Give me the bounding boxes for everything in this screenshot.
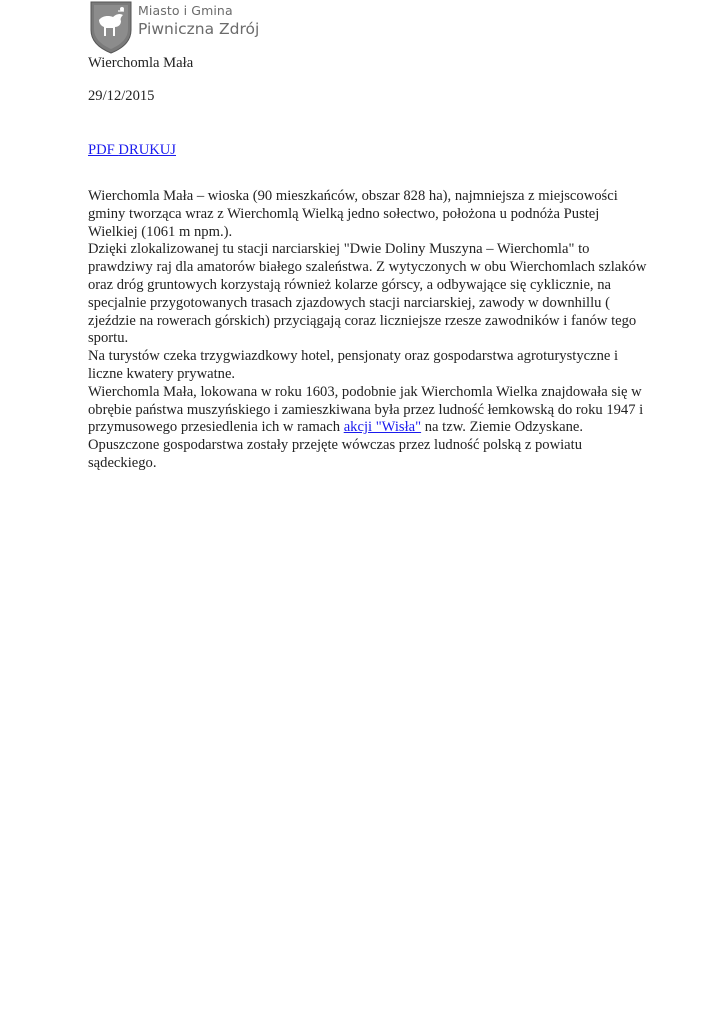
article-paragraph-1: Wierchomla Mała – wioska (90 mieszkańców, obszar 828 ha), najmniejsza z miejscowości gminy tworząca wraz z Wierchomlą Wielką jedno sołectwo, położona u podnóża Pustej Wielkiej (1061 m npm.). bbox=[88, 188, 618, 240]
article-paragraph-3: Na turystów czeka trzygwiazdkowy hotel, pensjonaty oraz gospodarstwa agroturystyczne i liczne kwatery prywatne. bbox=[88, 348, 619, 382]
logo-text bbox=[138, 4, 259, 39]
article-paragraph-2: Dzięki zlokalizowanej tu stacji narciarskiej "Dwie Doliny Muszyna – Wierchomla" to prawdziwy raj dla amatorów białego szaleństwa. Z wytyczonych w obu Wierchomlach szlaków oraz dróg gruntowych korzystają również kolarze górscy, a odbywające się cyklicznie, na specjalnie przygotowanych trasach zjazdowych stacji narciarskiej, zawody w downhillu ( zjeździe na rowerach górskich) przyciągają coraz liczniejsze rzesze zawodników i fanów tego sportu. bbox=[88, 241, 647, 347]
logo-line-municipality: Miasto i Gmina bbox=[138, 3, 233, 18]
site-logo[interactable] bbox=[88, 0, 259, 54]
page-title: Wierchomla Mała bbox=[88, 55, 194, 71]
coat-of-arms-icon bbox=[88, 0, 134, 54]
logo-line-town: Piwniczna Zdrój bbox=[138, 20, 260, 38]
akcja-wisla-link[interactable]: akcji "Wisła" bbox=[343, 419, 422, 436]
article-paragraph-4-end: na tzw. Ziemie Odzyskane. Opuszczone gospodarstwa zostały przejęte wówczas przez ludność polską z powiatu sądeckiego. bbox=[88, 419, 584, 471]
pdf-link[interactable]: PDF bbox=[88, 142, 119, 158]
article-paragraph-4 bbox=[88, 384, 643, 471]
article-body bbox=[88, 188, 648, 473]
document-actions bbox=[88, 141, 176, 159]
publish-date: 29/12/2015 bbox=[88, 88, 155, 104]
print-link[interactable]: DRUKUJ bbox=[118, 142, 176, 158]
article-paragraph-4-start: Wierchomla Mała, lokowana w roku 1603, podobnie jak Wierchomla Wielka znajdowała się w obrębie państwa muszyńskiego i zamieszkiwana była przez ludność łemkowską do roku 1947 i przymusowego przesiedlenia ich w ramach bbox=[88, 383, 644, 436]
